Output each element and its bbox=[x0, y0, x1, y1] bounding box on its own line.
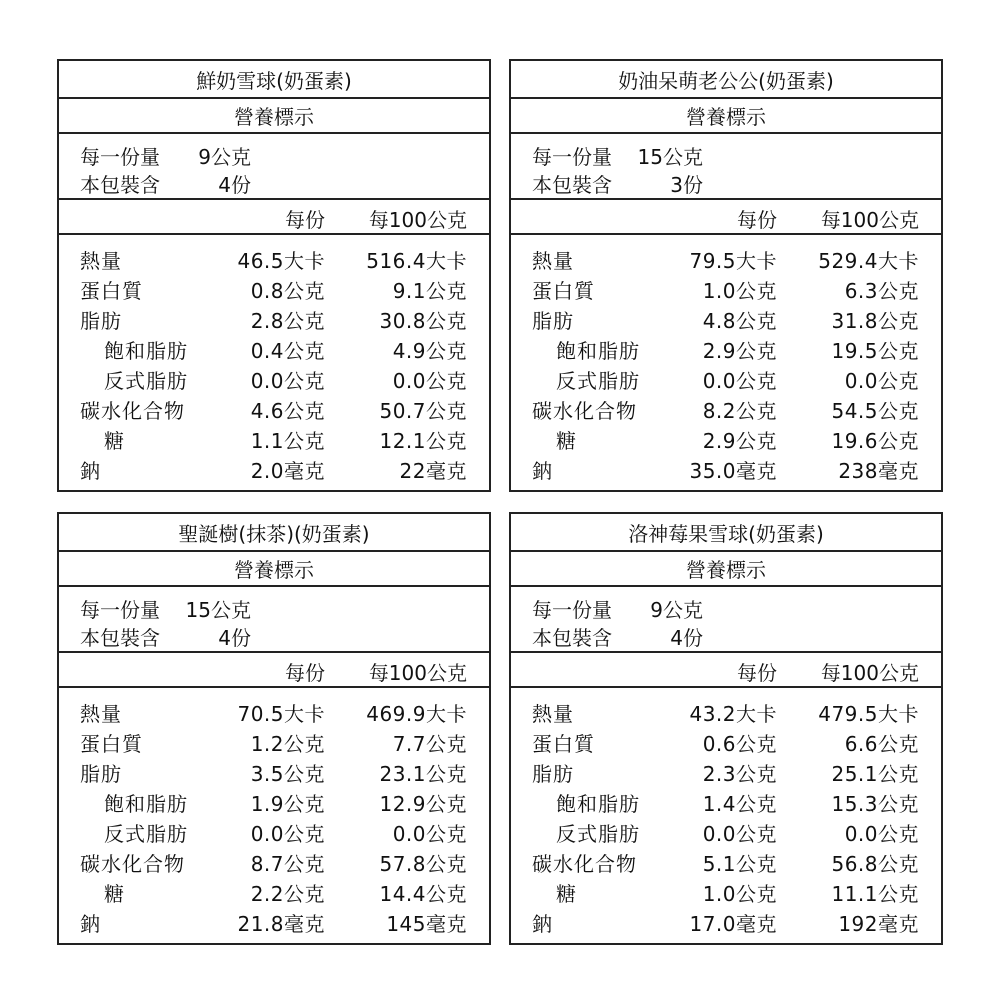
nutrient-row bbox=[59, 818, 489, 848]
per-100g-value: 0.0公克 bbox=[392, 822, 467, 846]
nutrient-name: 飽和脂肪 bbox=[556, 792, 640, 816]
nutrient-row bbox=[59, 728, 489, 758]
nutrient-table bbox=[511, 688, 941, 945]
nutrient-row bbox=[59, 848, 489, 878]
per-serving-header: 每份 bbox=[737, 208, 777, 232]
servings-per-package-value: 4份 bbox=[670, 626, 703, 650]
serving-size-value: 15公克 bbox=[637, 145, 703, 169]
column-header bbox=[511, 653, 941, 688]
per-100g-value: 192毫克 bbox=[838, 912, 919, 936]
per-100g-value: 469.9大卡 bbox=[366, 702, 467, 726]
servings-per-package-label: 本包裝含 bbox=[532, 173, 612, 197]
nutrient-table bbox=[511, 235, 941, 492]
nutrient-row bbox=[511, 395, 941, 425]
per-serving-value: 2.3公克 bbox=[702, 762, 777, 786]
nutrient-row bbox=[59, 395, 489, 425]
per-100g-value: 6.3公克 bbox=[844, 279, 919, 303]
per-serving-value: 2.9公克 bbox=[702, 339, 777, 363]
per-100g-value: 0.0公克 bbox=[844, 369, 919, 393]
serving-info bbox=[511, 587, 941, 653]
nutrient-name: 糖 bbox=[104, 429, 125, 453]
serving-info bbox=[59, 134, 489, 200]
nutrition-label-heading: 營養標示 bbox=[511, 99, 941, 134]
per-100g-value: 23.1公克 bbox=[379, 762, 467, 786]
nutrient-row bbox=[59, 788, 489, 818]
per-serving-value: 0.4公克 bbox=[250, 339, 325, 363]
per-100g-value: 57.8公克 bbox=[379, 852, 467, 876]
nutrient-name: 反式脂肪 bbox=[556, 822, 640, 846]
per-100g-value: 15.3公克 bbox=[831, 792, 919, 816]
nutrient-row bbox=[59, 698, 489, 728]
per-serving-value: 79.5大卡 bbox=[689, 249, 777, 273]
per-serving-value: 2.9公克 bbox=[702, 429, 777, 453]
per-100g-value: 516.4大卡 bbox=[366, 249, 467, 273]
serving-info bbox=[511, 134, 941, 200]
per-100g-header: 每100公克 bbox=[368, 661, 467, 685]
nutrient-name: 脂肪 bbox=[532, 309, 574, 333]
nutrient-row bbox=[511, 788, 941, 818]
nutrient-name: 碳水化合物 bbox=[80, 852, 185, 876]
nutrient-name: 蛋白質 bbox=[80, 732, 143, 756]
nutrient-row bbox=[511, 698, 941, 728]
per-100g-value: 9.1公克 bbox=[392, 279, 467, 303]
nutrient-row bbox=[511, 365, 941, 395]
per-serving-value: 0.0公克 bbox=[702, 369, 777, 393]
serving-size-value: 9公克 bbox=[650, 598, 703, 622]
nutrient-name: 鈉 bbox=[80, 459, 101, 483]
per-serving-value: 1.2公克 bbox=[250, 732, 325, 756]
serving-size-label: 每一份量 bbox=[80, 598, 160, 622]
nutrient-table bbox=[59, 688, 489, 945]
per-serving-header: 每份 bbox=[285, 661, 325, 685]
per-serving-value: 4.6公克 bbox=[250, 399, 325, 423]
nutrient-row bbox=[59, 365, 489, 395]
per-serving-value: 2.2公克 bbox=[250, 882, 325, 906]
per-100g-value: 19.6公克 bbox=[831, 429, 919, 453]
nutrient-name: 脂肪 bbox=[532, 762, 574, 786]
nutrient-row bbox=[511, 425, 941, 455]
per-100g-header: 每100公克 bbox=[820, 661, 919, 685]
nutrient-name: 熱量 bbox=[532, 702, 574, 726]
per-serving-value: 1.0公克 bbox=[702, 279, 777, 303]
per-serving-value: 1.0公克 bbox=[702, 882, 777, 906]
nutrient-name: 飽和脂肪 bbox=[104, 792, 188, 816]
per-serving-value: 0.0公克 bbox=[250, 369, 325, 393]
per-100g-value: 7.7公克 bbox=[392, 732, 467, 756]
per-serving-value: 0.0公克 bbox=[702, 822, 777, 846]
nutrient-table bbox=[59, 235, 489, 492]
per-serving-header: 每份 bbox=[737, 661, 777, 685]
per-100g-value: 6.6公克 bbox=[844, 732, 919, 756]
servings-per-package-label: 本包裝含 bbox=[532, 626, 612, 650]
nutrient-name: 碳水化合物 bbox=[532, 852, 637, 876]
nutrition-label-heading: 營養標示 bbox=[59, 552, 489, 587]
nutrient-name: 飽和脂肪 bbox=[104, 339, 188, 363]
per-serving-value: 0.0公克 bbox=[250, 822, 325, 846]
per-serving-value: 5.1公克 bbox=[702, 852, 777, 876]
nutrient-row bbox=[511, 275, 941, 305]
nutrient-row bbox=[511, 305, 941, 335]
per-100g-value: 12.9公克 bbox=[379, 792, 467, 816]
nutrient-row bbox=[59, 305, 489, 335]
per-serving-value: 21.8毫克 bbox=[237, 912, 325, 936]
nutrient-name: 脂肪 bbox=[80, 309, 122, 333]
nutrient-name: 鈉 bbox=[532, 912, 553, 936]
per-serving-value: 46.5大卡 bbox=[237, 249, 325, 273]
nutrition-label-heading: 營養標示 bbox=[511, 552, 941, 587]
nutrition-panel bbox=[57, 59, 491, 492]
servings-per-package-label: 本包裝含 bbox=[80, 626, 160, 650]
nutrient-row bbox=[59, 275, 489, 305]
product-title: 洛神莓果雪球(奶蛋素) bbox=[511, 514, 941, 552]
nutrient-row bbox=[59, 245, 489, 275]
per-100g-value: 12.1公克 bbox=[379, 429, 467, 453]
per-100g-value: 11.1公克 bbox=[831, 882, 919, 906]
product-title: 鮮奶雪球(奶蛋素) bbox=[59, 61, 489, 99]
per-serving-value: 1.4公克 bbox=[702, 792, 777, 816]
per-serving-value: 8.7公克 bbox=[250, 852, 325, 876]
servings-per-package-label: 本包裝含 bbox=[80, 173, 160, 197]
per-100g-header: 每100公克 bbox=[368, 208, 467, 232]
nutrient-row bbox=[59, 425, 489, 455]
nutrient-name: 蛋白質 bbox=[532, 732, 595, 756]
column-header bbox=[59, 653, 489, 688]
per-100g-value: 238毫克 bbox=[838, 459, 919, 483]
per-serving-value: 2.8公克 bbox=[250, 309, 325, 333]
serving-size-label: 每一份量 bbox=[532, 598, 612, 622]
nutrient-name: 反式脂肪 bbox=[104, 822, 188, 846]
per-serving-value: 17.0毫克 bbox=[689, 912, 777, 936]
nutrient-row bbox=[511, 818, 941, 848]
nutrient-row bbox=[59, 335, 489, 365]
per-100g-value: 54.5公克 bbox=[831, 399, 919, 423]
serving-size-value: 15公克 bbox=[185, 598, 251, 622]
nutrient-row bbox=[511, 245, 941, 275]
nutrient-name: 飽和脂肪 bbox=[556, 339, 640, 363]
serving-size-label: 每一份量 bbox=[532, 145, 612, 169]
nutrient-row bbox=[511, 758, 941, 788]
nutrient-row bbox=[511, 728, 941, 758]
nutrient-name: 脂肪 bbox=[80, 762, 122, 786]
servings-per-package-value: 4份 bbox=[218, 173, 251, 197]
per-serving-value: 1.1公克 bbox=[250, 429, 325, 453]
nutrient-name: 熱量 bbox=[80, 249, 122, 273]
per-100g-value: 30.8公克 bbox=[379, 309, 467, 333]
column-header bbox=[511, 200, 941, 235]
nutrient-name: 鈉 bbox=[532, 459, 553, 483]
nutrient-name: 碳水化合物 bbox=[532, 399, 637, 423]
per-serving-value: 35.0毫克 bbox=[689, 459, 777, 483]
nutrition-panel bbox=[57, 512, 491, 945]
nutrient-name: 蛋白質 bbox=[532, 279, 595, 303]
per-100g-value: 0.0公克 bbox=[844, 822, 919, 846]
nutrient-row bbox=[59, 878, 489, 908]
nutrient-name: 糖 bbox=[556, 882, 577, 906]
per-100g-value: 50.7公克 bbox=[379, 399, 467, 423]
per-serving-value: 0.6公克 bbox=[702, 732, 777, 756]
nutrient-row bbox=[59, 908, 489, 938]
per-serving-value: 1.9公克 bbox=[250, 792, 325, 816]
nutrient-row bbox=[511, 455, 941, 485]
nutrient-name: 反式脂肪 bbox=[104, 369, 188, 393]
product-title: 奶油呆萌老公公(奶蛋素) bbox=[511, 61, 941, 99]
nutrient-row bbox=[59, 455, 489, 485]
per-100g-value: 19.5公克 bbox=[831, 339, 919, 363]
column-header bbox=[59, 200, 489, 235]
per-100g-value: 31.8公克 bbox=[831, 309, 919, 333]
per-100g-value: 14.4公克 bbox=[379, 882, 467, 906]
serving-info bbox=[59, 587, 489, 653]
per-serving-value: 4.8公克 bbox=[702, 309, 777, 333]
per-100g-value: 145毫克 bbox=[386, 912, 467, 936]
nutrient-name: 碳水化合物 bbox=[80, 399, 185, 423]
per-100g-header: 每100公克 bbox=[820, 208, 919, 232]
nutrient-name: 蛋白質 bbox=[80, 279, 143, 303]
per-serving-value: 0.8公克 bbox=[250, 279, 325, 303]
per-serving-value: 70.5大卡 bbox=[237, 702, 325, 726]
per-100g-value: 479.5大卡 bbox=[818, 702, 919, 726]
servings-per-package-value: 3份 bbox=[670, 173, 703, 197]
per-100g-value: 529.4大卡 bbox=[818, 249, 919, 273]
nutrition-panel bbox=[509, 512, 943, 945]
nutrient-name: 熱量 bbox=[80, 702, 122, 726]
servings-per-package-value: 4份 bbox=[218, 626, 251, 650]
per-100g-value: 56.8公克 bbox=[831, 852, 919, 876]
nutrient-name: 糖 bbox=[556, 429, 577, 453]
per-100g-value: 0.0公克 bbox=[392, 369, 467, 393]
product-title: 聖誕樹(抹茶)(奶蛋素) bbox=[59, 514, 489, 552]
per-serving-value: 43.2大卡 bbox=[689, 702, 777, 726]
per-serving-header: 每份 bbox=[285, 208, 325, 232]
per-100g-value: 25.1公克 bbox=[831, 762, 919, 786]
per-serving-value: 2.0毫克 bbox=[250, 459, 325, 483]
nutrient-row bbox=[511, 335, 941, 365]
per-100g-value: 22毫克 bbox=[399, 459, 467, 483]
nutrient-row bbox=[59, 758, 489, 788]
nutrient-name: 熱量 bbox=[532, 249, 574, 273]
serving-size-value: 9公克 bbox=[198, 145, 251, 169]
nutrition-label-heading: 營養標示 bbox=[59, 99, 489, 134]
nutrient-name: 糖 bbox=[104, 882, 125, 906]
nutrient-row bbox=[511, 848, 941, 878]
nutrient-row bbox=[511, 908, 941, 938]
per-serving-value: 8.2公克 bbox=[702, 399, 777, 423]
per-serving-value: 3.5公克 bbox=[250, 762, 325, 786]
serving-size-label: 每一份量 bbox=[80, 145, 160, 169]
per-100g-value: 4.9公克 bbox=[392, 339, 467, 363]
nutrient-name: 鈉 bbox=[80, 912, 101, 936]
nutrient-name: 反式脂肪 bbox=[556, 369, 640, 393]
nutrient-row bbox=[511, 878, 941, 908]
nutrition-panel bbox=[509, 59, 943, 492]
